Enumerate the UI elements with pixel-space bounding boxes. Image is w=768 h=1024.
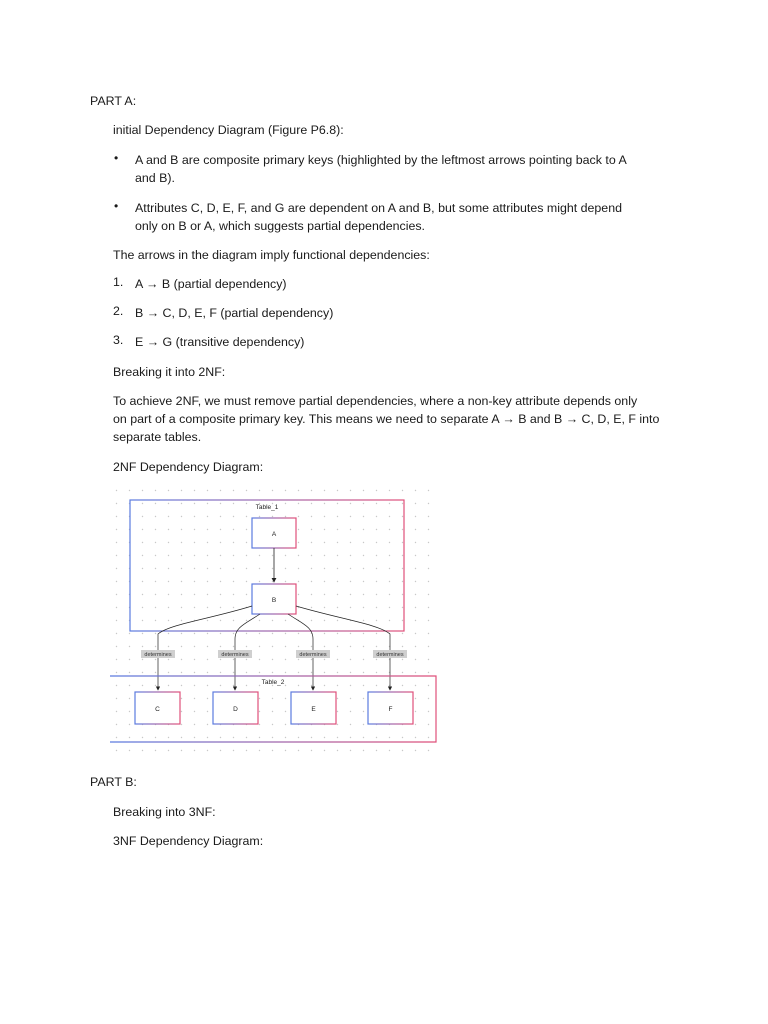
node-f-label: F <box>388 706 393 713</box>
node-d-label: D <box>233 706 238 713</box>
bullet-2-line-1: Attributes C, D, E, F, and G are dependent on A and B, but some attributes might depend <box>135 201 622 215</box>
edge-label-determines: determines <box>221 652 249 658</box>
table-1-label: Table_1 <box>255 504 279 511</box>
arrows-intro: The arrows in the diagram imply functional dependencies: <box>113 248 430 262</box>
breaking-3nf-heading: Breaking into 3NF: <box>113 805 216 819</box>
explanation-line-2: on part of a composite primary key. This means we need to separate A → B and B → C, D, E, F into <box>113 412 660 426</box>
edge-label-determines: determines <box>376 652 404 658</box>
node-e-label: E <box>311 706 316 713</box>
2nf-dependency-diagram <box>110 484 440 752</box>
table-2-label: Table_2 <box>261 679 285 686</box>
node-b-label: B <box>271 597 277 604</box>
edge-label-determines: determines <box>299 652 327 658</box>
3nf-diagram-title: 3NF Dependency Diagram: <box>113 834 264 848</box>
list-number: 2. <box>113 304 124 318</box>
dependency-item: A → B (partial dependency) <box>135 277 287 291</box>
initial-diagram-intro: initial Dependency Diagram (Figure P6.8): <box>113 123 344 137</box>
dependency-item: B → C, D, E, F (partial dependency) <box>135 306 334 320</box>
part-b-heading: PART B: <box>90 775 137 789</box>
bullet-1-line-2: and B). <box>135 171 175 185</box>
explanation-line-1: To achieve 2NF, we must remove partial dependencies, where a non-key attribute depends only <box>113 394 638 408</box>
explanation-line-3: separate tables. <box>113 430 202 444</box>
bullet-marker: • <box>114 151 119 165</box>
bullet-1-line-1: A and B are composite primary keys (highlighted by the leftmost arrows pointing back to A <box>135 153 627 167</box>
part-a-heading: PART A: <box>90 94 137 108</box>
list-number: 3. <box>113 333 124 347</box>
2nf-diagram-title: 2NF Dependency Diagram: <box>113 460 264 474</box>
bullet-marker: • <box>114 199 119 213</box>
breaking-2nf-heading: Breaking it into 2NF: <box>113 365 226 379</box>
list-number: 1. <box>113 275 124 289</box>
dependency-item: E → G (transitive dependency) <box>135 335 305 349</box>
node-a-label: A <box>271 531 277 538</box>
edge-label-determines: determines <box>144 652 172 658</box>
bullet-2-line-2: only on B or A, which suggests partial dependencies. <box>135 219 425 233</box>
node-c-label: C <box>155 706 160 713</box>
